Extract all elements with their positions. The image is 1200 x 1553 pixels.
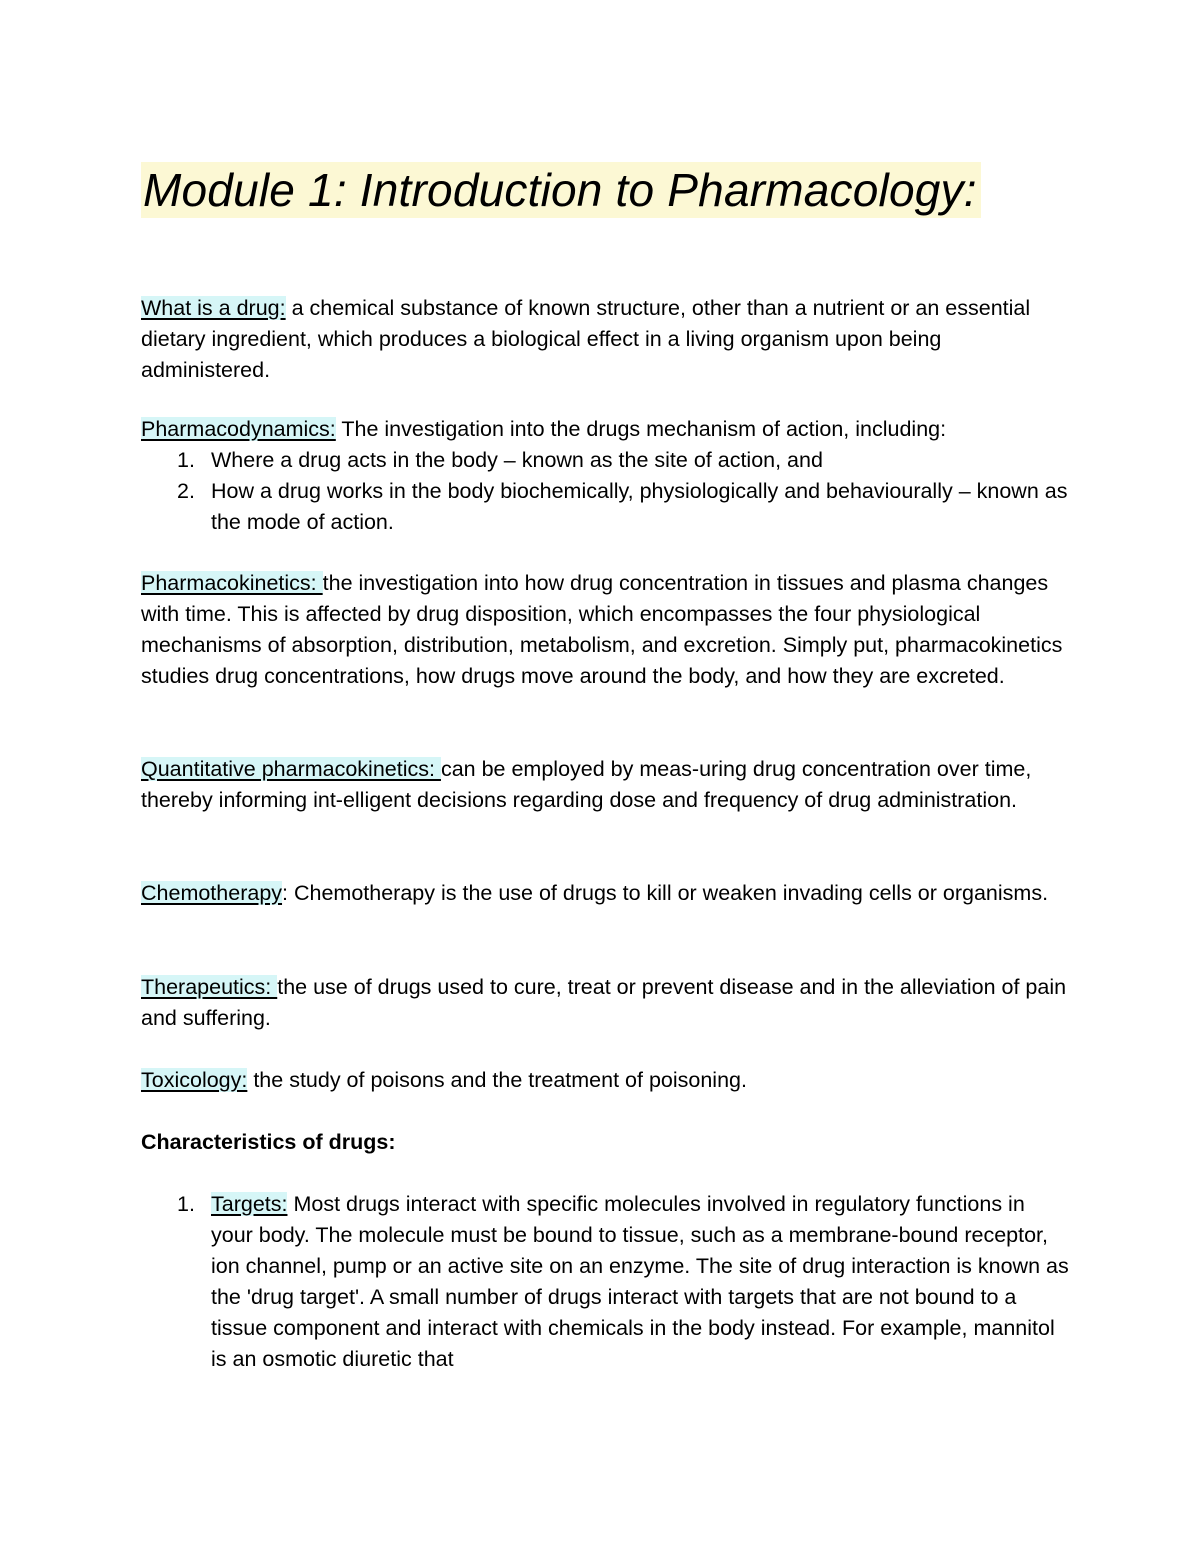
list-item-term: Targets: (211, 1192, 288, 1216)
definition-text: the investigation into how drug concentration in tissues and plasma changes with time. This is affected by drug disposition, which encompasses the four physiological mechanisms of absorption, distribution, metabolism, and excretion. Simply put, pharmacokinetics studies drug concentrations, how drugs move around the body, and how they are excreted. (141, 571, 1063, 688)
definition-quantitative-pharmacokinetics (141, 754, 1071, 816)
definition-therapeutics (141, 972, 1071, 1034)
definition-text: a chemical substance of known structure, other than a nutrient or an essential dietary ingredient, which produces a biological effect in a living organism upon being administered. (141, 296, 1031, 382)
list-item (141, 1189, 1071, 1375)
definition-text: The investigation into the drugs mechanism of action, including: (335, 417, 947, 441)
list-item (141, 476, 1071, 538)
definition-text: : Chemotherapy is the use of drugs to kill or weaken invading cells or organisms. (282, 881, 1049, 905)
list-item-text: Most drugs interact with specific molecules involved in regulatory functions in your body. The molecule must be bound to tissue, such as a membrane-bound receptor, ion channel, pump or an active site on an enzyme. The site of drug interaction is known as the 'drug target'. A small number of drugs interact with targets that are not bound to a tissue component and interact with chemicals in the body instead. For example, mannitol is an osmotic diuretic that (211, 1192, 1069, 1371)
definition-toxicology (141, 1065, 1071, 1096)
list-item-text: How a drug works in the body biochemically, physiologically and behaviourally – known as the mode of action. (211, 479, 1068, 534)
definition-term: Chemotherapy (141, 881, 283, 905)
definition-text: the use of drugs used to cure, treat or prevent disease and in the alleviation of pain and suffering. (141, 975, 1067, 1030)
definition-term: What is a drug: (141, 296, 286, 320)
section-heading: Characteristics of drugs: (141, 1130, 396, 1154)
list-number: 1. (177, 448, 195, 472)
list-number: 1. (177, 1192, 195, 1216)
definition-drug (141, 293, 1071, 386)
definition-term: Pharmacodynamics: (141, 417, 336, 441)
definition-term: Quantitative pharmacokinetics: (141, 757, 441, 781)
definition-term: Toxicology: (141, 1068, 248, 1092)
definition-term: Pharmacokinetics: (141, 571, 323, 595)
page-title: Module 1: Introduction to Pharmacology: (141, 162, 981, 218)
definition-chemotherapy (141, 878, 1071, 909)
list-item-text: Where a drug acts in the body – known as the site of action, and (211, 448, 823, 472)
definition-pharmacokinetics (141, 568, 1071, 692)
definition-text: the study of poisons and the treatment of poisoning. (247, 1068, 747, 1092)
pharmacodynamics-list (141, 445, 1071, 538)
list-number: 2. (177, 479, 195, 503)
list-item (141, 445, 1071, 476)
characteristics-list (141, 1189, 1071, 1375)
definition-pharmacodynamics (141, 414, 1071, 445)
definition-text: can be employed by meas-uring drug concentration over time, thereby informing int-elligent decisions regarding dose and frequency of drug administration. (141, 757, 1032, 812)
definition-term: Therapeutics: (141, 975, 278, 999)
